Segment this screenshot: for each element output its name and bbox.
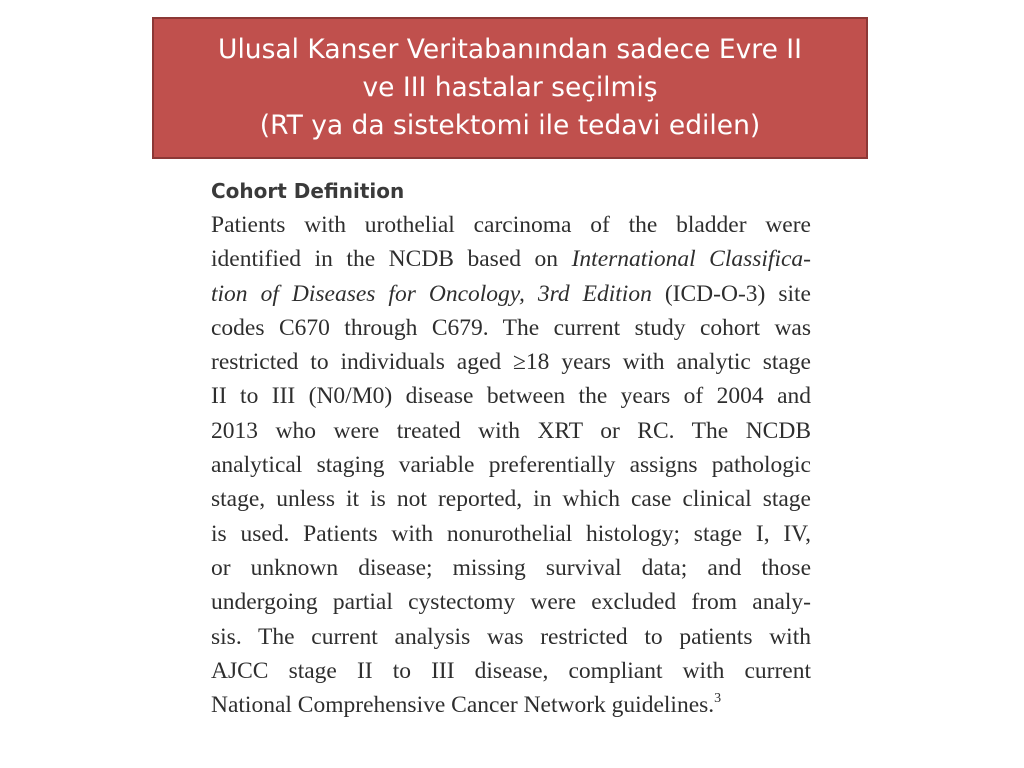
paragraph-line-1: Patients with urothelial carcinoma of the bladder were <box>211 212 811 238</box>
paragraph-line-12: undergoing partial cystectomy were excluded from analy- <box>211 589 811 616</box>
paragraph-line-15 <box>211 688 811 722</box>
paragraph-line-9: stage, unless it is not reported, in which case clinical stage <box>211 486 811 513</box>
cohort-definition-paragraph <box>211 208 811 722</box>
paragraph-line-2-text: identified in the NCDB based on <box>211 246 572 273</box>
paragraph-line-2-italic: International Classifica- <box>571 246 811 273</box>
paragraph-line-10: is used. Patients with nonurothelial histology; stage I, IV, <box>211 520 811 547</box>
paper-excerpt <box>211 176 811 722</box>
paragraph-line-3-italic: tion of Diseases for Oncology, 3rd Edition <box>211 280 652 307</box>
paragraph-line-4: codes C670 through C679. The current study cohort was <box>211 314 811 341</box>
slide-title-box <box>152 17 868 159</box>
paragraph-line-3-text: (ICD-O-3) site <box>651 280 811 307</box>
paragraph-line-8: analytical staging variable preferentially assigns pathologic <box>211 452 811 479</box>
paragraph-line-7: 2013 who were treated with XRT or RC. The NCDB <box>211 417 811 444</box>
paragraph-line-5: restricted to individuals aged ≥18 years with analytic stage <box>211 349 811 376</box>
paragraph-line-11: or unknown disease; missing survival data; and those <box>211 554 811 581</box>
slide-title-line-3: (RT ya da sistektomi ile tedavi edilen) <box>259 110 761 141</box>
paragraph-line-14: AJCC stage II to III disease, compliant with current <box>211 657 811 684</box>
footnote-marker: 3 <box>714 691 722 707</box>
paragraph-line-6: II to III (N0/M0) disease between the years of 2004 and <box>211 383 811 410</box>
slide-title-line-1: Ulusal Kanser Veritabanından sadece Evre II <box>218 34 802 65</box>
slide-title-line-2: ve III hastalar seçilmiş <box>362 72 658 103</box>
paragraph-line-13: sis. The current analysis was restricted to patients with <box>211 623 811 650</box>
paragraph-line-3 <box>211 277 811 311</box>
section-heading: Cohort Definition <box>211 179 405 203</box>
paragraph-line-15-text: National Comprehensive Cancer Network guidelines. <box>211 692 715 719</box>
paragraph-line-2 <box>211 242 811 276</box>
